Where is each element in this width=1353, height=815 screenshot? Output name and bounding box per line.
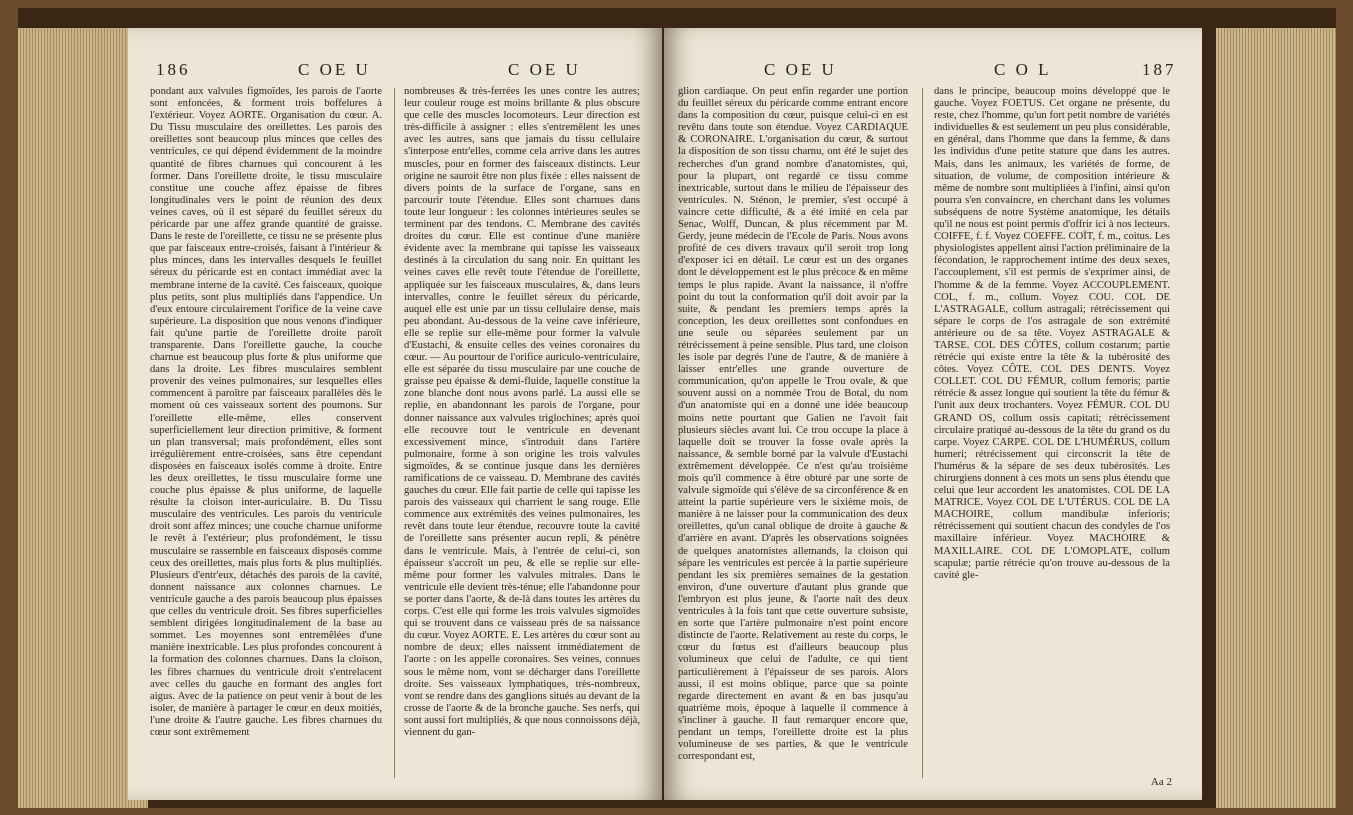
left-page — [128, 28, 662, 800]
page-edges-right — [1216, 28, 1336, 808]
right-page — [664, 28, 1202, 800]
page-number-right: 187 — [1142, 60, 1177, 79]
signature-mark: Aa 2 — [1150, 776, 1172, 788]
column-rule-left — [394, 88, 395, 778]
running-head-left-1: C OE U — [298, 60, 371, 79]
right-column-1: glion cardiaque. On peut enfin regarder une portion du feuillet séreux du péricarde comme entrant encore dans la composition du cœur, puisque celui-ci en est revêtu dans toute son étendue. Voyez CARDIAQUE & CORONAIRE. L'organisation du cœur, & surtout la disposition de son tissu charnu, ont été le sujet des recherches d'un grand nombre d'anatomistes, qui, pour la plupart, ont regardé ce tissu comme inextricable, surtout dans le milieu de l'épaisseur des ventricules. N. Sténon, le premier, s'est occupé à vaincre cette difficulté, & a été imité en cela par Senac, Wolff, Duncan, & plus récemment par M. Gerdy, jeune médecin de l'Ecole de Paris. Nous avons profité de ces divers travaux qu'il seroit trop long d'exposer ici en détail. Le cœur est un des organes dont le développement est le plus précoce & en même temps le plus rapide. Avant la naissance, il n'offre point du tout la conformation qu'il doit avoir par la suite, & pendant les premiers temps après la conception, les deux oreillettes sont confondues en une seule ou séparées seulement par un rétrécissement à peine sensible. Plus tard, une cloison les isole par degrés l'une de l'autre, & de manière à laisser entr'elles une grande ouverture de communication, qu'on appelle le Trou ovale, & que souvent aussi on a nommée Trou de Botal, du nom d'un anatomiste qui en a donné une idée beaucoup moins nette pourtant que Galien ne l'avoit fait plusieurs siècles avant lui. Ce trou occupe la place à laquelle doit se trouver la fosse ovale après la naissance, & semble borné par la valvule d'Eustachi extrêmement développée. Ce n'est qu'au troisième mois qu'il commence à être obturé par une sorte de valvule sigmoïde qui s'élève de sa circonférence & en atteint la partie supérieure vers le sixième mois, de manière à ne laisser pour la communication des deux oreillettes, qu'un canal oblique de droite à gauche & d'arrière en avant. D'après les observations soignées de quelques anatomistes allemands, la cloison qui sépare les ventricules est percée à la partie supérieure pendant les six premières semaines de la gestation environ, d'une ouverture d'autant plus grande que l'embryon est plus jeune, & l'aorte naît des deux ventricules à la fois tant que cette ouverture subsiste, en sorte que l'artère pulmonaire n'est point encore distincte de l'aorte. Relativement au reste du corps, le cœur du fœtus est d'ailleurs beaucoup plus volumineux que celui de l'adulte, ce qui tient particulièrement à l'épaisseur de ses parois. Alors aussi, il est moins oblique, parce que sa pointe regarde directement en avant & en bas jusqu'au quatrième mois, époque à laquelle il commence à s'incliner à gauche. Il faut remarquer encore que, pendant un temps, l'oreillette droite est la plus volumineuse de ses parties, & que le ventricule correspondant est, — [678, 86, 908, 763]
running-head-right-2: C O L — [994, 60, 1052, 79]
right-column-2: dans le principe, beaucoup moins développé que le gauche. Voyez FOETUS. Cet organe ne présente, du reste, chez l'homme, qu'un fort petit nombre de variétés individuelles & est seulement un peu plus considérable, en général, dans l'homme que dans la femme, & dans les individus d'une petite stature que dans les autres. Mais, dans les animaux, les variétés de forme, de situation, de volume, de composition intérieure & même de nombre sont multipliées à l'infini, ainsi qu'on pourra s'en convaincre, en cherchant dans les volumes subséquens de notre Système anatomique, les détails qu'il ne nous est point permis d'offrir ici à nos lecteurs. COIFFE, f. f. Voyez COEFFE. COÏT, f. m., coitus. Les physiologistes appellent ainsi l'action préliminaire de la fécondation, le rapprochement intime des deux sexes, l'accouplement, s'il est permis de s'exprimer ainsi, de l'homme & de la femme. Voyez ACCOUPLEMENT. COL, f. m., collum. Voyez COU. COL DE L'ASTRAGALE, collum astragali; rétrécissement qui sépare le corps de l'os astragale de son extrémité antérieure ou de sa tête. Voyez ASTRAGALE & TARSE. COL DES CÔTES, collum costarum; partie rétrécie qui existe entre la tête & la tubérosité des côtes. Voyez CÔTE. COL DES DENTS. Voyez COLLET. COL DU FÉMUR, collum femoris; partie rétrécie & assez longue qui soutient la tête du fémur & l'unit aux deux trochanters. Voyez FÉMUR. COL DU GRAND OS, collum ossis capitati; rétrécissement circulaire pratiqué au-dessous de la tête du grand os du carpe. Voyez CARPE. COL DE L'HUMÉRUS, collum humeri; rétrécissement qui circonscrit la tête de l'humérus & la sépare de ses deux tubérosités. Les chirurgiens donnent à ces mots un sens plus étendu que celui que leur accordent les anatomistes. COL DE LA MATRICE. Voyez COL DE L'UTÉRUS. COL DE LA MACHOIRE, collum mandibulæ inferioris; rétrécissement qui soutient chacun des condyles de l'os maxillaire inférieur. Voyez MACHOIRE & MAXILLAIRE. COL DE L'OMOPLATE, collum scapulæ; partie rétrécie qu'on trouve au-dessous de la cavité gle- — [934, 86, 1170, 581]
right-page-header — [664, 60, 1202, 82]
page-number-left: 186 — [156, 60, 191, 79]
running-head-left-2: C OE U — [508, 60, 581, 79]
column-rule-right — [922, 88, 923, 778]
left-column-2: nombreuses & très-ferrées les unes contre les autres; leur couleur rouge est moins brillante & plus obscure que celle des muscles locomoteurs. Leur direction est très-difficile à assigner : elles s'entremêlent les unes avec les autres, sans que jamais du tissu cellulaire s'interpose entr'elles, comme cela arrive dans les autres muscles, pour en former des faisceaux distincts. Leur origine ne sauroit être non plus fixée : elles naissent de divers points de la surface de l'organe, sans en parcourir toute l'étendue. Elles sont charnues dans toute leur longueur : les colonnes intérieures seules se terminent par des tendons. C. Membrane des cavités droites du cœur. Elle est continue d'une manière évidente avec la membrane qui tapisse les vaisseaux destinés à la circulation du sang noir. En quittant les veines caves elle revêt toute l'étendue de l'oreillette, appliquée sur les faisceaux musculaires, &, dans leurs intervalles, contre le feuillet séreux du péricarde, auquel elle est unie par un tissu cellulaire dense, mais peu abondant. Au-dessous de la veine cave inférieure, elle se replie sur elle-même pour former la valvule d'Eustachi, & ensuite celles des veines coronaires du cœur. — Au pourtour de l'orifice auriculo-ventriculaire, elle est séparée du tissu musculaire par une couche de graisse peu épaisse & demi-fluide, laquelle constitue la zone blanche dont nous avons parlé. La aussi elle se replie, en abandonnant les parois de l'organe, pour donner naissance aux valvules triglochines; après quoi elle recouvre tout le ventricule en devenant excessivement mince, s'introduit dans l'artère pulmonaire, forme à son origine les trois valvules sigmoïdes, & se continue jusque dans les dernières ramifications de ce vaisseau. D. Membrane des cavités gauches du cœur. Elle fait partie de celle qui tapisse les parois des vaisseaux qui charrient le sang rouge. Elle commence aux extrémités des veines pulmonaires, les revêt dans toute leur étendue, recouvre toute la cavité de l'oreillette sans présenter aucun repli, & pénètre dans le ventricule. Mais, à l'entrée de celui-ci, son épaisseur s'accroît un peu, & elle se replie sur elle-même pour former les valvules mitrales. Dans le ventricule elle devient très-ténue; elle l'abandonne pour se porter dans l'aorte, & de-là dans toutes les artères du corps. C'est elle qui forme les trois valvules sigmoïdes qui se trouvent dans ce vaisseau près de sa naissance du cœur. Voyez AORTE. E. Les artères du cœur sont au nombre de deux; elles naissent immédiatement de l'aorte : on les appelle coronaires. Ses veines, connues sous le même nom, vont se décharger dans l'oreillette droite. Ses vaisseaux lymphatiques, très-nombreux, vont se rendre dans des ganglions situés au devant de la crosse de l'aorte & de la bronche gauche. Ses nerfs, qui sont aussi fort multipliés, & que nous connoissons déjà, viennent du gan- — [404, 86, 640, 738]
running-head-right-1: C OE U — [764, 60, 837, 79]
left-page-header — [128, 60, 662, 82]
left-column-1: pondant aux valvules figmoïdes, les parois de l'aorte sont enfoncées, & forment trois boffelures à l'extérieur. Voyez AORTE. Organisation du cœur. A. Du Tissu musculaire des oreillettes. Les parois des oreillettes sont beaucoup plus minces que celles des ventricules, ce qui dépend évidemment de la moindre quantité de fibres charnues qui concourent à les former. Dans l'oreillette droite, le tissu musculaire constitue une couche affez épaisse de fibres longitudinales vers le point de réunion des deux veines caves, où il est séparé du feuillet séreux du péricarde par une affez grande quantité de graisse. Dans le reste de l'oreillette, ce tissu ne se présente plus que par faisceaux entre-croisés, faisant à l'intérieur & plus minces, dans les intervalles desquels le feuillet séreux du péricarde est en contact immédiat avec la membrane interne de la cavité. Ces faisceaux, quoique plus petits, sont plus multipliés dans l'appendice. Un d'eux entoure circulairement l'orifice de la veine cave supérieure. La disposition que nous venons d'indiquer fait qu'une partie de l'oreillette droite paroît transparente. Dans l'oreillette gauche, la couche charnue est beaucoup plus forte & plus uniforme que dans la droite. Les fibres musculaires semblent provenir des veines pulmonaires, sur lesquelles elles commencent à paroître par faisceaux parallèles dès le moment où ces vaisseaux sortent des poumons. Sur l'oreillette elle-même, elles conservent superficiellement leur direction primitive, & forment un plan transversal; mais profondément, elles sont irrégulièrement entre-croisées, sans être cependant disposées en faisceaux isolés comme à droite. Entre les deux oreillettes, le tissu musculaire forme une couche plus épaisse & plus uniforme, de laquelle résulte la cloison inter-auriculaire. B. Du Tissu musculaire des ventricules. Les parois du ventricule droit sont affez minces; une couche charnue uniforme le revêt à l'extérieur; plus profondément, le tissu musculaire se rassemble en faisceaux disposés comme ceux des oreillettes, mais plus forts & plus multipliés. Plusieurs d'entr'eux, détachés des parois de la cavité, donnent naissance aux colonnes charnues. Le ventricule gauche a des parois beaucoup plus épaisses que celles du ventricule droit. Ses fibres superficielles semblent dirigées longitudinalement de la base au sommet. Les moyennes sont entremêlées d'une manière inextricable. Les plus profondes concourent à la formation des colonnes charnues. Dans la cloison, les fibres charnues du ventricule droit s'entrelacent avec celles du gauche en formant des angles fort aigus. Avec de la patience on peut venir à bout de les isoler, de manière à partager le cœur en deux moitiés, l'une droite & l'autre gauche. Les fibres charnues du cœur sont extrêmement — [150, 86, 382, 738]
